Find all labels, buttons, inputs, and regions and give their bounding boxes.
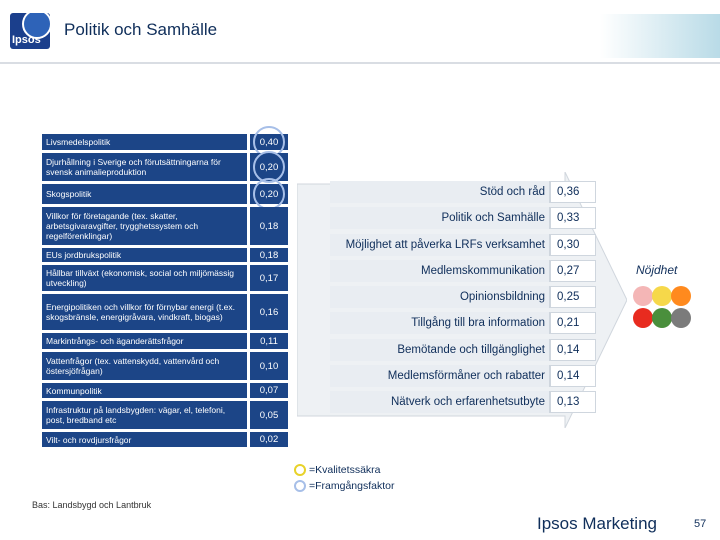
table-row xyxy=(42,184,290,204)
header-rule xyxy=(0,62,720,64)
left-table xyxy=(42,134,290,450)
satisfaction-dot-icon xyxy=(652,308,672,328)
factor-value: 0,36 xyxy=(550,181,596,203)
factor-value: 0,13 xyxy=(550,391,596,413)
legend-item-framgang xyxy=(294,478,395,494)
row-label: Kommunpolitik xyxy=(42,383,247,398)
table-row xyxy=(42,207,290,245)
factor-value: 0,33 xyxy=(550,207,596,229)
factor-value: 0,21 xyxy=(550,312,596,334)
brand-text: Ipsos Marketing xyxy=(537,514,657,533)
factor-value: 0,14 xyxy=(550,365,596,387)
row-value: 0,40 xyxy=(250,134,288,150)
base-footnote: Bas: Landsbygd och Lantbruk xyxy=(32,500,152,510)
table-row xyxy=(42,294,290,330)
row-label: Villkor för företagande (tex. skatter, arbetsgivaravgifter, trygghetssystem och regelförenklingar) xyxy=(42,207,247,245)
factor-label: Medlemsförmåner och rabatter xyxy=(330,365,550,387)
row-value: 0,11 xyxy=(250,333,288,349)
row-label: Skogspolitik xyxy=(42,184,247,204)
table-row xyxy=(42,401,290,429)
logo-text: Ipsos xyxy=(12,34,41,46)
factor-value: 0,27 xyxy=(550,260,596,282)
row-label: Livsmedelspolitik xyxy=(42,134,247,150)
list-item xyxy=(330,286,596,308)
factor-label: Politik och Samhälle xyxy=(330,207,550,229)
factor-label: Stöd och råd xyxy=(330,181,550,203)
row-value: 0,20 xyxy=(250,153,288,181)
table-row xyxy=(42,432,290,447)
right-table xyxy=(330,181,596,418)
row-label: Vilt- och rovdjursfrågor xyxy=(42,432,247,447)
satisfaction-dot-icon xyxy=(671,286,691,306)
legend-ring-yellow-icon xyxy=(294,464,306,476)
list-item xyxy=(330,339,596,361)
table-row xyxy=(42,153,290,181)
row-value: 0,18 xyxy=(250,248,288,262)
list-item xyxy=(330,207,596,229)
factor-label: Opinionsbildning xyxy=(330,286,550,308)
page-number: 57 xyxy=(694,518,707,530)
row-value: 0,18 xyxy=(250,207,288,245)
row-value: 0,07 xyxy=(250,383,288,398)
row-label: Hållbar tillväxt (ekonomisk, social och miljömässig utveckling) xyxy=(42,265,247,291)
factor-value: 0,30 xyxy=(550,234,596,256)
table-row xyxy=(42,333,290,349)
satisfaction-dot-icon xyxy=(633,308,653,328)
factor-label: Medlemskommunikation xyxy=(330,260,550,282)
list-item xyxy=(330,260,596,282)
list-item xyxy=(330,391,596,413)
row-label: Markintrångs- och äganderättsfrågor xyxy=(42,333,247,349)
table-row xyxy=(42,383,290,398)
factor-label: Tillgång till bra information xyxy=(330,312,550,334)
factor-label: Möjlighet att påverka LRFs verksamhet xyxy=(330,234,550,256)
header-corner-gradient xyxy=(600,14,720,58)
table-row xyxy=(42,352,290,380)
list-item xyxy=(330,312,596,334)
row-value: 0,10 xyxy=(250,352,288,380)
row-value: 0,20 xyxy=(250,184,288,204)
factor-label: Bemötande och tillgänglighet xyxy=(330,339,550,361)
list-item xyxy=(330,234,596,256)
table-row xyxy=(42,134,290,150)
row-label: Infrastruktur på landsbygden: vägar, el, telefoni, post, bredband etc xyxy=(42,401,247,429)
satisfaction-label: Nöjdhet xyxy=(636,263,678,277)
row-value: 0,16 xyxy=(250,294,288,330)
legend-label: =Framgångsfaktor xyxy=(309,480,395,492)
row-value: 0,17 xyxy=(250,265,288,291)
row-label: EUs jordbrukspolitik xyxy=(42,248,247,262)
factor-value: 0,25 xyxy=(550,286,596,308)
satisfaction-dot-icon xyxy=(652,286,672,306)
satisfaction-dot-icon xyxy=(671,308,691,328)
page-title: Politik och Samhälle xyxy=(64,20,218,39)
table-row xyxy=(42,248,290,262)
list-item xyxy=(330,181,596,203)
legend-item-kvalitet xyxy=(294,462,395,478)
row-value: 0,02 xyxy=(250,432,288,447)
row-label: Djurhållning i Sverige och förutsättningarna för svensk animalieproduktion xyxy=(42,153,247,181)
list-item xyxy=(330,365,596,387)
row-label: Vattenfrågor (tex. vattenskydd, vattenvård och östersjöfrågan) xyxy=(42,352,247,380)
ipsos-logo xyxy=(10,13,50,49)
row-value: 0,05 xyxy=(250,401,288,429)
legend-label: =Kvalitetssäkra xyxy=(309,464,381,476)
legend xyxy=(294,462,395,494)
factor-value: 0,14 xyxy=(550,339,596,361)
legend-ring-blue-icon xyxy=(294,480,306,492)
row-label: Energipolitiken och villkor för förnybar energi (t.ex. skogsbränsle, energigråvara, vindkraft, biogas) xyxy=(42,294,247,330)
satisfaction-dot-icon xyxy=(633,286,653,306)
satisfaction-dots xyxy=(633,286,691,332)
factor-label: Nätverk och erfarenhetsutbyte xyxy=(330,391,550,413)
table-row xyxy=(42,265,290,291)
